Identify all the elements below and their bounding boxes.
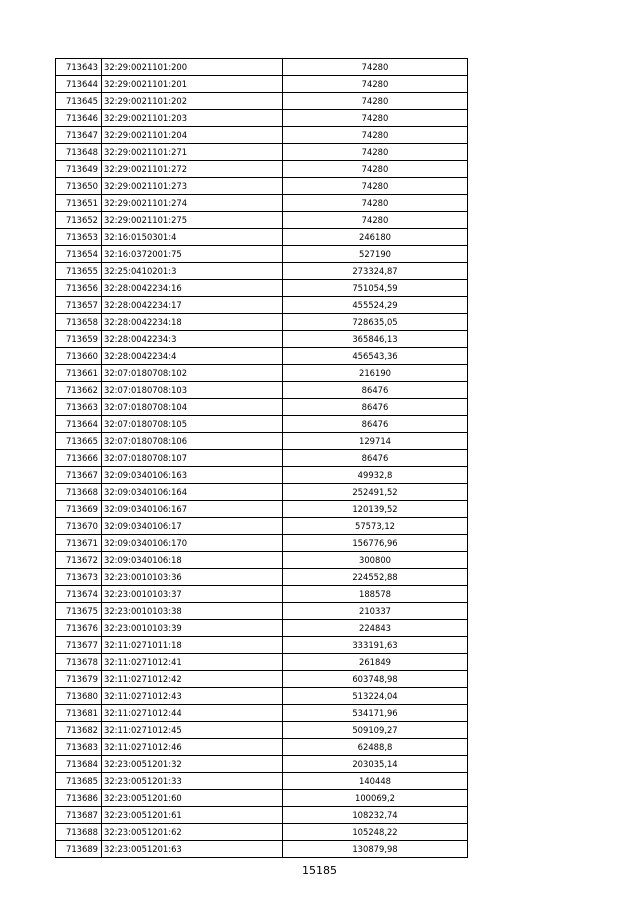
table-row <box>56 501 468 518</box>
row-id-cell: 713670 <box>56 518 102 535</box>
cadastral-number-cell: 32:29:0021101:271 <box>102 144 283 161</box>
table-row <box>56 297 468 314</box>
cadastral-value-cell: 130879,98 <box>283 841 468 858</box>
table-row <box>56 314 468 331</box>
cadastral-value-cell: 74280 <box>283 127 468 144</box>
table-row <box>56 654 468 671</box>
cadastral-value-cell: 120139,52 <box>283 501 468 518</box>
cadastral-value-cell: 300800 <box>283 552 468 569</box>
table-row <box>56 110 468 127</box>
cadastral-number-cell: 32:28:0042234:17 <box>102 297 283 314</box>
row-id-cell: 713651 <box>56 195 102 212</box>
cadastral-value-cell: 603748,98 <box>283 671 468 688</box>
cadastral-number-cell: 32:11:0271012:42 <box>102 671 283 688</box>
cadastral-number-cell: 32:11:0271012:45 <box>102 722 283 739</box>
cadastral-number-cell: 32:23:0051201:61 <box>102 807 283 824</box>
cadastral-value-cell: 203035,14 <box>283 756 468 773</box>
row-id-cell: 713672 <box>56 552 102 569</box>
cadastral-number-cell: 32:11:0271012:46 <box>102 739 283 756</box>
cadastral-number-cell: 32:16:0150301:4 <box>102 229 283 246</box>
row-id-cell: 713659 <box>56 331 102 348</box>
cadastral-value-cell: 261849 <box>283 654 468 671</box>
row-id-cell: 713666 <box>56 450 102 467</box>
row-id-cell: 713683 <box>56 739 102 756</box>
row-id-cell: 713687 <box>56 807 102 824</box>
cadastral-number-cell: 32:23:0010103:37 <box>102 586 283 603</box>
cadastral-value-cell: 728635,05 <box>283 314 468 331</box>
row-id-cell: 713656 <box>56 280 102 297</box>
table-row <box>56 433 468 450</box>
table-row <box>56 263 468 280</box>
row-id-cell: 713671 <box>56 535 102 552</box>
row-id-cell: 713644 <box>56 76 102 93</box>
table-row <box>56 620 468 637</box>
cadastral-value-cell: 456543,36 <box>283 348 468 365</box>
cadastral-value-cell: 216190 <box>283 365 468 382</box>
cadastral-number-cell: 32:28:0042234:4 <box>102 348 283 365</box>
table-row <box>56 484 468 501</box>
cadastral-value-cell: 527190 <box>283 246 468 263</box>
cadastral-number-cell: 32:23:0051201:63 <box>102 841 283 858</box>
cadastral-number-cell: 32:23:0010103:36 <box>102 569 283 586</box>
row-id-cell: 713648 <box>56 144 102 161</box>
row-id-cell: 713660 <box>56 348 102 365</box>
cadastral-number-cell: 32:07:0180708:106 <box>102 433 283 450</box>
table-row <box>56 450 468 467</box>
row-id-cell: 713664 <box>56 416 102 433</box>
cadastral-value-cell: 129714 <box>283 433 468 450</box>
table-row <box>56 280 468 297</box>
cadastral-number-cell: 32:11:0271012:43 <box>102 688 283 705</box>
cadastral-value-cell: 224552,88 <box>283 569 468 586</box>
cadastral-value-cell: 74280 <box>283 110 468 127</box>
table-row <box>56 535 468 552</box>
page-number: 15185 <box>302 864 337 877</box>
table-row <box>56 722 468 739</box>
cadastral-value-cell: 86476 <box>283 450 468 467</box>
table-row <box>56 331 468 348</box>
cadastral-number-cell: 32:23:0051201:62 <box>102 824 283 841</box>
cadastral-value-cell: 86476 <box>283 416 468 433</box>
table-body <box>56 59 468 858</box>
table-row <box>56 365 468 382</box>
cadastral-number-cell: 32:11:0271012:44 <box>102 705 283 722</box>
cadastral-number-cell: 32:16:0372001:75 <box>102 246 283 263</box>
cadastral-number-cell: 32:23:0051201:60 <box>102 790 283 807</box>
table-row <box>56 229 468 246</box>
row-id-cell: 713679 <box>56 671 102 688</box>
cadastral-value-cell: 74280 <box>283 178 468 195</box>
row-id-cell: 713667 <box>56 467 102 484</box>
cadastral-number-cell: 32:28:0042234:18 <box>102 314 283 331</box>
table-row <box>56 688 468 705</box>
cadastral-value-table <box>55 58 468 858</box>
table-row <box>56 212 468 229</box>
row-id-cell: 713673 <box>56 569 102 586</box>
table-row <box>56 705 468 722</box>
row-id-cell: 713676 <box>56 620 102 637</box>
row-id-cell: 713669 <box>56 501 102 518</box>
table-row <box>56 195 468 212</box>
table-row <box>56 93 468 110</box>
row-id-cell: 713677 <box>56 637 102 654</box>
cadastral-number-cell: 32:29:0021101:272 <box>102 161 283 178</box>
row-id-cell: 713653 <box>56 229 102 246</box>
row-id-cell: 713674 <box>56 586 102 603</box>
cadastral-value-cell: 74280 <box>283 93 468 110</box>
row-id-cell: 713645 <box>56 93 102 110</box>
table-row <box>56 637 468 654</box>
table-row <box>56 671 468 688</box>
cadastral-value-cell: 108232,74 <box>283 807 468 824</box>
cadastral-value-cell: 188578 <box>283 586 468 603</box>
cadastral-value-cell: 74280 <box>283 76 468 93</box>
cadastral-value-cell: 86476 <box>283 399 468 416</box>
cadastral-number-cell: 32:29:0021101:203 <box>102 110 283 127</box>
cadastral-value-cell: 273324,87 <box>283 263 468 280</box>
cadastral-number-cell: 32:29:0021101:204 <box>102 127 283 144</box>
row-id-cell: 713655 <box>56 263 102 280</box>
cadastral-number-cell: 32:23:0010103:39 <box>102 620 283 637</box>
cadastral-number-cell: 32:28:0042234:16 <box>102 280 283 297</box>
table-row <box>56 739 468 756</box>
cadastral-value-cell: 74280 <box>283 195 468 212</box>
cadastral-number-cell: 32:29:0021101:200 <box>102 59 283 76</box>
table-row <box>56 161 468 178</box>
table-row <box>56 416 468 433</box>
cadastral-value-cell: 455524,29 <box>283 297 468 314</box>
cadastral-number-cell: 32:09:0340106:167 <box>102 501 283 518</box>
cadastral-number-cell: 32:23:0051201:32 <box>102 756 283 773</box>
row-id-cell: 713678 <box>56 654 102 671</box>
row-id-cell: 713650 <box>56 178 102 195</box>
cadastral-value-cell: 210337 <box>283 603 468 620</box>
row-id-cell: 713689 <box>56 841 102 858</box>
cadastral-number-cell: 32:29:0021101:275 <box>102 212 283 229</box>
cadastral-value-cell: 246180 <box>283 229 468 246</box>
row-id-cell: 713685 <box>56 773 102 790</box>
cadastral-value-cell: 156776,96 <box>283 535 468 552</box>
table-row <box>56 178 468 195</box>
table-row <box>56 399 468 416</box>
cadastral-value-cell: 74280 <box>283 144 468 161</box>
cadastral-value-cell: 62488,8 <box>283 739 468 756</box>
table-row <box>56 824 468 841</box>
table-row <box>56 756 468 773</box>
table-row <box>56 76 468 93</box>
row-id-cell: 713658 <box>56 314 102 331</box>
table-row <box>56 382 468 399</box>
cadastral-value-cell: 86476 <box>283 382 468 399</box>
cadastral-value-cell: 74280 <box>283 212 468 229</box>
table-row <box>56 807 468 824</box>
row-id-cell: 713647 <box>56 127 102 144</box>
table-row <box>56 348 468 365</box>
row-id-cell: 713652 <box>56 212 102 229</box>
table-row <box>56 841 468 858</box>
table-row <box>56 603 468 620</box>
cadastral-number-cell: 32:07:0180708:107 <box>102 450 283 467</box>
cadastral-value-cell: 751054,59 <box>283 280 468 297</box>
row-id-cell: 713646 <box>56 110 102 127</box>
row-id-cell: 713681 <box>56 705 102 722</box>
table-row <box>56 518 468 535</box>
cadastral-value-cell: 365846,13 <box>283 331 468 348</box>
cadastral-number-cell: 32:07:0180708:103 <box>102 382 283 399</box>
cadastral-number-cell: 32:11:0271012:41 <box>102 654 283 671</box>
row-id-cell: 713668 <box>56 484 102 501</box>
table-row <box>56 59 468 76</box>
cadastral-value-cell: 57573,12 <box>283 518 468 535</box>
cadastral-value-cell: 49932,8 <box>283 467 468 484</box>
cadastral-number-cell: 32:09:0340106:164 <box>102 484 283 501</box>
table-row <box>56 586 468 603</box>
cadastral-number-cell: 32:09:0340106:17 <box>102 518 283 535</box>
row-id-cell: 713663 <box>56 399 102 416</box>
cadastral-number-cell: 32:09:0340106:163 <box>102 467 283 484</box>
cadastral-number-cell: 32:07:0180708:102 <box>102 365 283 382</box>
cadastral-value-cell: 509109,27 <box>283 722 468 739</box>
row-id-cell: 713675 <box>56 603 102 620</box>
row-id-cell: 713649 <box>56 161 102 178</box>
row-id-cell: 713662 <box>56 382 102 399</box>
cadastral-value-cell: 105248,22 <box>283 824 468 841</box>
table-row <box>56 773 468 790</box>
table-row <box>56 127 468 144</box>
row-id-cell: 713688 <box>56 824 102 841</box>
cadastral-number-cell: 32:11:0271011:18 <box>102 637 283 654</box>
cadastral-value-cell: 333191,63 <box>283 637 468 654</box>
cadastral-number-cell: 32:09:0340106:18 <box>102 552 283 569</box>
cadastral-number-cell: 32:07:0180708:104 <box>102 399 283 416</box>
row-id-cell: 713682 <box>56 722 102 739</box>
row-id-cell: 713680 <box>56 688 102 705</box>
row-id-cell: 713661 <box>56 365 102 382</box>
cadastral-value-cell: 140448 <box>283 773 468 790</box>
row-id-cell: 713684 <box>56 756 102 773</box>
cadastral-number-cell: 32:29:0021101:202 <box>102 93 283 110</box>
cadastral-number-cell: 32:28:0042234:3 <box>102 331 283 348</box>
row-id-cell: 713643 <box>56 59 102 76</box>
table-row <box>56 467 468 484</box>
cadastral-number-cell: 32:29:0021101:273 <box>102 178 283 195</box>
row-id-cell: 713657 <box>56 297 102 314</box>
cadastral-value-cell: 100069,2 <box>283 790 468 807</box>
cadastral-value-cell: 74280 <box>283 161 468 178</box>
table-row <box>56 790 468 807</box>
cadastral-value-cell: 513224,04 <box>283 688 468 705</box>
table-row <box>56 552 468 569</box>
cadastral-number-cell: 32:25:0410201:3 <box>102 263 283 280</box>
row-id-cell: 713654 <box>56 246 102 263</box>
cadastral-number-cell: 32:09:0340106:170 <box>102 535 283 552</box>
row-id-cell: 713665 <box>56 433 102 450</box>
cadastral-number-cell: 32:23:0010103:38 <box>102 603 283 620</box>
cadastral-value-cell: 224843 <box>283 620 468 637</box>
cadastral-value-cell: 252491,52 <box>283 484 468 501</box>
cadastral-value-cell: 74280 <box>283 59 468 76</box>
table-row <box>56 144 468 161</box>
cadastral-number-cell: 32:29:0021101:201 <box>102 76 283 93</box>
cadastral-number-cell: 32:23:0051201:33 <box>102 773 283 790</box>
cadastral-value-cell: 534171,96 <box>283 705 468 722</box>
cadastral-number-cell: 32:07:0180708:105 <box>102 416 283 433</box>
table-row <box>56 569 468 586</box>
row-id-cell: 713686 <box>56 790 102 807</box>
cadastral-number-cell: 32:29:0021101:274 <box>102 195 283 212</box>
table-row <box>56 246 468 263</box>
